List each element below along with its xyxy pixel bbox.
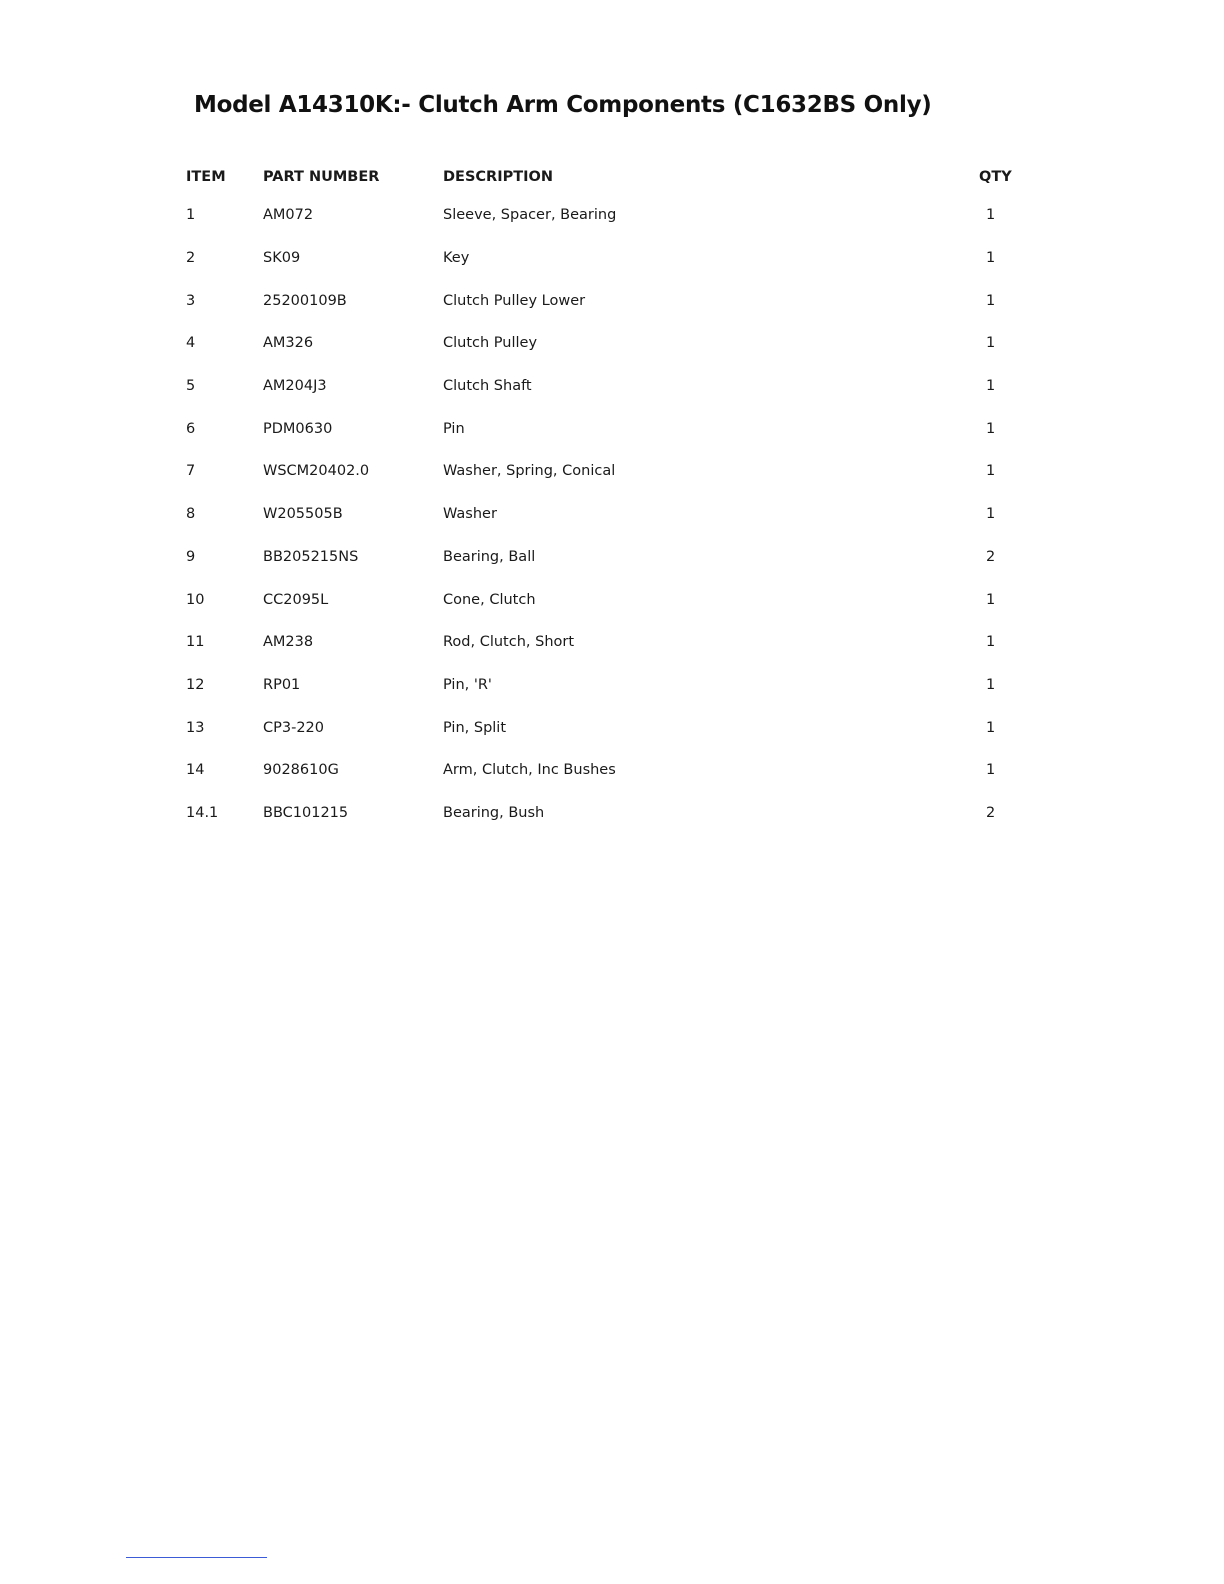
description-cell: Washer: [443, 506, 497, 523]
table-row: [186, 237, 1026, 280]
table-row: [186, 749, 1026, 792]
part-number-cell: AM326: [263, 335, 314, 352]
table-row: [186, 279, 1026, 322]
qty-cell: 1: [986, 591, 996, 608]
description-cell: Washer, Spring, Conical: [443, 463, 616, 480]
part-number-cell: AM238: [263, 634, 314, 651]
table-row: [186, 450, 1026, 493]
description-cell: Clutch Shaft: [443, 378, 532, 395]
column-header-item: ITEM: [186, 169, 226, 185]
parts-table: [186, 160, 1026, 834]
qty-cell: 1: [986, 292, 996, 309]
table-row: [186, 536, 1026, 579]
table-row: [186, 706, 1026, 749]
qty-cell: 2: [986, 804, 996, 821]
table-row: [186, 365, 1026, 408]
item-cell: 7: [186, 463, 196, 480]
item-cell: 1: [186, 207, 196, 224]
qty-cell: 1: [986, 335, 996, 352]
qty-cell: 2: [986, 548, 996, 565]
qty-cell: 1: [986, 506, 996, 523]
description-cell: Bearing, Ball: [443, 548, 536, 565]
footer-divider: [126, 1557, 267, 1558]
item-cell: 14.1: [186, 804, 219, 821]
part-number-cell: AM072: [263, 207, 314, 224]
description-cell: Clutch Pulley: [443, 335, 538, 352]
part-number-cell: AM204J3: [263, 378, 327, 395]
part-number-cell: SK09: [263, 250, 301, 267]
item-cell: 6: [186, 420, 196, 437]
part-number-cell: W205505B: [263, 506, 343, 523]
item-cell: 2: [186, 250, 196, 267]
page-title: Model A14310K:- Clutch Arm Components (C1632BS Only): [194, 92, 932, 118]
table-row: [186, 792, 1026, 835]
item-cell: 11: [186, 634, 205, 651]
table-row: [186, 664, 1026, 707]
description-cell: Sleeve, Spacer, Bearing: [443, 207, 617, 224]
part-number-cell: BB205215NS: [263, 548, 359, 565]
description-cell: Rod, Clutch, Short: [443, 634, 575, 651]
part-number-cell: 25200109B: [263, 292, 347, 309]
table-row: [186, 578, 1026, 621]
parts-table-body: [186, 194, 1026, 834]
qty-cell: 1: [986, 719, 996, 736]
item-cell: 3: [186, 292, 196, 309]
part-number-cell: CP3-220: [263, 719, 325, 736]
description-cell: Arm, Clutch, Inc Bushes: [443, 762, 616, 779]
description-cell: Pin: [443, 420, 465, 437]
column-header-qty: QTY: [979, 169, 1012, 185]
qty-cell: 1: [986, 463, 996, 480]
item-cell: 10: [186, 591, 205, 608]
description-cell: Bearing, Bush: [443, 804, 545, 821]
part-number-cell: WSCM20402.0: [263, 463, 370, 480]
part-number-cell: PDM0630: [263, 420, 333, 437]
table-row: [186, 322, 1026, 365]
description-cell: Pin, Split: [443, 719, 507, 736]
description-cell: Key: [443, 250, 470, 267]
description-cell: Cone, Clutch: [443, 591, 536, 608]
item-cell: 13: [186, 719, 205, 736]
qty-cell: 1: [986, 250, 996, 267]
part-number-cell: 9028610G: [263, 762, 339, 779]
item-cell: 9: [186, 548, 196, 565]
column-header-description: DESCRIPTION: [443, 169, 553, 185]
qty-cell: 1: [986, 207, 996, 224]
item-cell: 5: [186, 378, 196, 395]
description-cell: Clutch Pulley Lower: [443, 292, 586, 309]
item-cell: 12: [186, 676, 205, 693]
table-row: [186, 621, 1026, 664]
table-row: [186, 493, 1026, 536]
table-row: [186, 407, 1026, 450]
qty-cell: 1: [986, 762, 996, 779]
item-cell: 8: [186, 506, 196, 523]
qty-cell: 1: [986, 420, 996, 437]
table-header-row: [186, 160, 1026, 194]
item-cell: 4: [186, 335, 196, 352]
part-number-cell: BBC101215: [263, 804, 349, 821]
part-number-cell: RP01: [263, 676, 301, 693]
qty-cell: 1: [986, 634, 996, 651]
qty-cell: 1: [986, 378, 996, 395]
column-header-part-number: PART NUMBER: [263, 169, 380, 185]
table-row: [186, 194, 1026, 237]
qty-cell: 1: [986, 676, 996, 693]
item-cell: 14: [186, 762, 205, 779]
part-number-cell: CC2095L: [263, 591, 329, 608]
description-cell: Pin, 'R': [443, 676, 492, 693]
